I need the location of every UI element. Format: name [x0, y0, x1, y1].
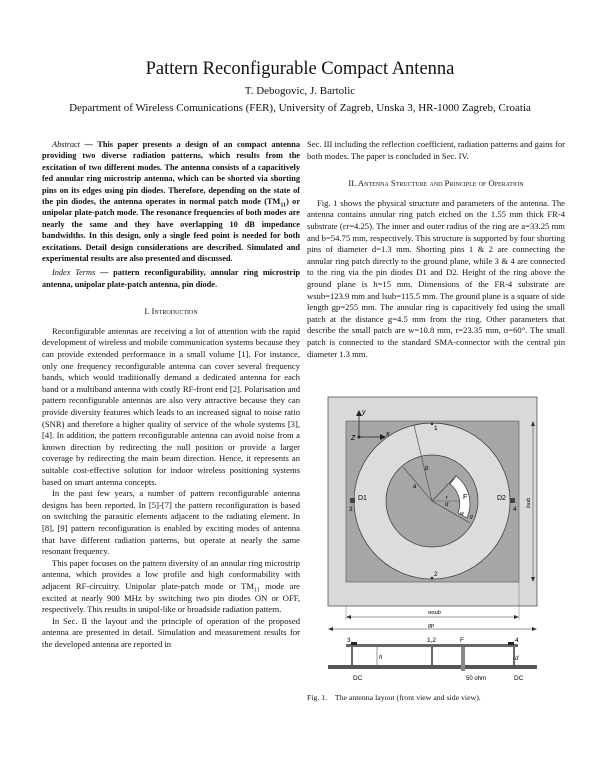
side-label-4: 4 [515, 637, 519, 644]
dim-wsub-label: wsub [428, 610, 441, 616]
side-label-dc-left: DC [353, 675, 363, 682]
figure-caption: Fig. 1. The antenna layout (front view and side view). [307, 693, 481, 702]
index-terms: Index Terms — pattern reconfigurability, annular ring microstrip antenna, unipolar plate-patch antenna, pin diode. [42, 268, 300, 289]
feed-label: F [463, 494, 468, 501]
intro-paragraph-1: Reconfigurable antennas are receiving a lot of attention with the rapid development of wireless and mobile communication systems because they can provide extended performance in a small volume [1]. For instance, only one frequency reconfigurable antenna can cover several frequency bands, which would traditionally demand a dedicated antenna for each band or a multiband antenna with costly RF-front end [2]. Polarisation and pattern reconfigurable antennas are also very attractive because they can provide diversity features which leads to an increased signal to noise ratio (SNR) and therefore a higher quality of service of the whole systems [3], [4]. In addition, the pattern reconfigurable antenna can avoid noise from a known direction by redirecting the null position or provide a larger coverage by redirecting the main beam direction. Hence, it represents an suitable cost-effective solution for indoor wireless positioning systems based on smart antenna concepts. [42, 325, 300, 487]
axis-y-label: y [362, 409, 366, 416]
paper-affiliation: Department of Wireless Comunications (FER), University of Zagreb, Unska 3, HR-1000 Zagreb, Croatia [69, 102, 531, 114]
diode-d2-label: D2 [497, 495, 506, 502]
side-label-50ohm: 50 ohm [466, 676, 487, 682]
side-label-dc-right: DC [514, 675, 524, 682]
diode-d1-label: D1 [358, 495, 367, 502]
intro-paragraph-4: In Sec. II the layout and the principle of operation of the proposed antenna are presented in detail. Simulation and measurement results for the developed antenna are reported in [42, 615, 300, 649]
section-heading-introduction: I. Introduction [144, 306, 198, 317]
pin-2-label: 2 [434, 571, 438, 578]
dim-lsub-label: lsub [526, 497, 532, 508]
side-label-3: 3 [347, 637, 351, 644]
section-heading-structure: II. Antenna Structure and Principle of Operation [348, 178, 524, 189]
side-label-12: 1,2 [427, 637, 437, 644]
right-column [307, 139, 565, 360]
pin-4-label: 4 [513, 506, 517, 513]
antenna-layout-figure [322, 390, 552, 685]
paper-authors: T. Debogovic, J. Bartolic [244, 85, 356, 97]
pin-1-label: 1 [434, 425, 438, 432]
param-g-label: g [470, 514, 473, 520]
structure-paragraph-1: Fig. 1 shows the physical structure and parameters of the antenna. The antenna contains annular ring patch etched on the 1.55 mm thick FR-4 substrate (εr=4.25). The inner and outer radius of the ring are a=33.25 mm and b=54.75 mm, respectively. This structure is supported by four shorting pins of diameter d=1.3 mm. Shorting pins 1 & 2 are connecting the annular ring patch directly to the ground plane, while 3 & 4 are connected to the ring via the pin diodes D1 and D2. Height of the ring above the ground plane is h=15 mm. Dimensions of the FR-4 substrate are wsub=123.9 mm and lsub=115.5 mm. The ground plane is a square of side length gp=255 mm. The annular ring is capacitively fed using the small patch at the distance g=4.5 mm from the ring. Other parameters that describe the small patch are w=10.8 mm, r=23.35 mm, α=60°. The small patch is connected to the standard SMA-connector with the central pin diameter 1.3 mm. [307, 197, 565, 359]
left-column [42, 139, 300, 651]
side-view [328, 637, 537, 682]
radius-a-label: a [413, 484, 417, 490]
intro-paragraph-2: In the past few years, a number of pattern reconfigurable antenna designs has been reported. In [5]-[7] the pattern reconfiguration is based on switching the parasitic elements adjacent to the radiating element. In [8], [9] pattern reconfiguration is enabled by exciting modes of antenna that have different radiation patterns, but operate at nearly the same resonant frequency. [42, 488, 300, 557]
dim-gp-label: gp [428, 623, 435, 629]
param-alpha-label: α [445, 502, 449, 508]
side-label-h: h [379, 655, 383, 661]
axis-z-label: Z [351, 435, 356, 442]
pin-3-label: 3 [349, 506, 353, 513]
side-label-feed: F [460, 637, 464, 644]
intro-paragraph-4-continued: Sec. III including the reflection coefficient, radiation patterns and gains for both modes. The paper is concluded in Sec. IV. [307, 139, 565, 161]
index-terms-label: Index Terms [52, 268, 96, 278]
radius-b-label: b [425, 466, 429, 472]
param-r-label: r [446, 495, 448, 501]
abstract: Abstract — This paper presents a design of an compact antenna providing two diverse radiation patterns, which results from the excitation of two different modes. The antenna consists of a capacitively fed annular ring microstrip antenna, which can be shorted via shorting pins on its edges using pin diodes. Therefore, depending on the state of the pin diodes, the antenna operates in normal patch mode $(TM_{11})$ or unipolar plate-patch mode. The resonance frequencies of both modes are nearly the same and they have overlapping 10 dB impedance bandwidths. In this design, only a single feed point is needed for both excitations. Detail design considerations are described. Simulated and experimental results are also presented and discussed. [42, 140, 301, 264]
abstract-label: Abstract [52, 140, 81, 149]
side-label-d: d [515, 656, 519, 662]
paper-title: Pattern Reconfigurable Compact Antenna [145, 59, 455, 79]
intro-paragraph-3: This paper focuses on the pattern diversity of an annular ring microstrip antenna, which provides a low profile and high conformability with adjacent RF-circuitry. Unipolar plate-patch mode or $TM_{11}$ mode are excited at nearly 900 MHz by switching two pin diodes ON or OFF, respectively. This results in unipol-like or broadside radiation pattern. [42, 557, 300, 615]
axis-x-label: x [386, 431, 390, 438]
figure-label: Fig. 1. [307, 693, 328, 702]
param-w-label: w [460, 511, 464, 517]
